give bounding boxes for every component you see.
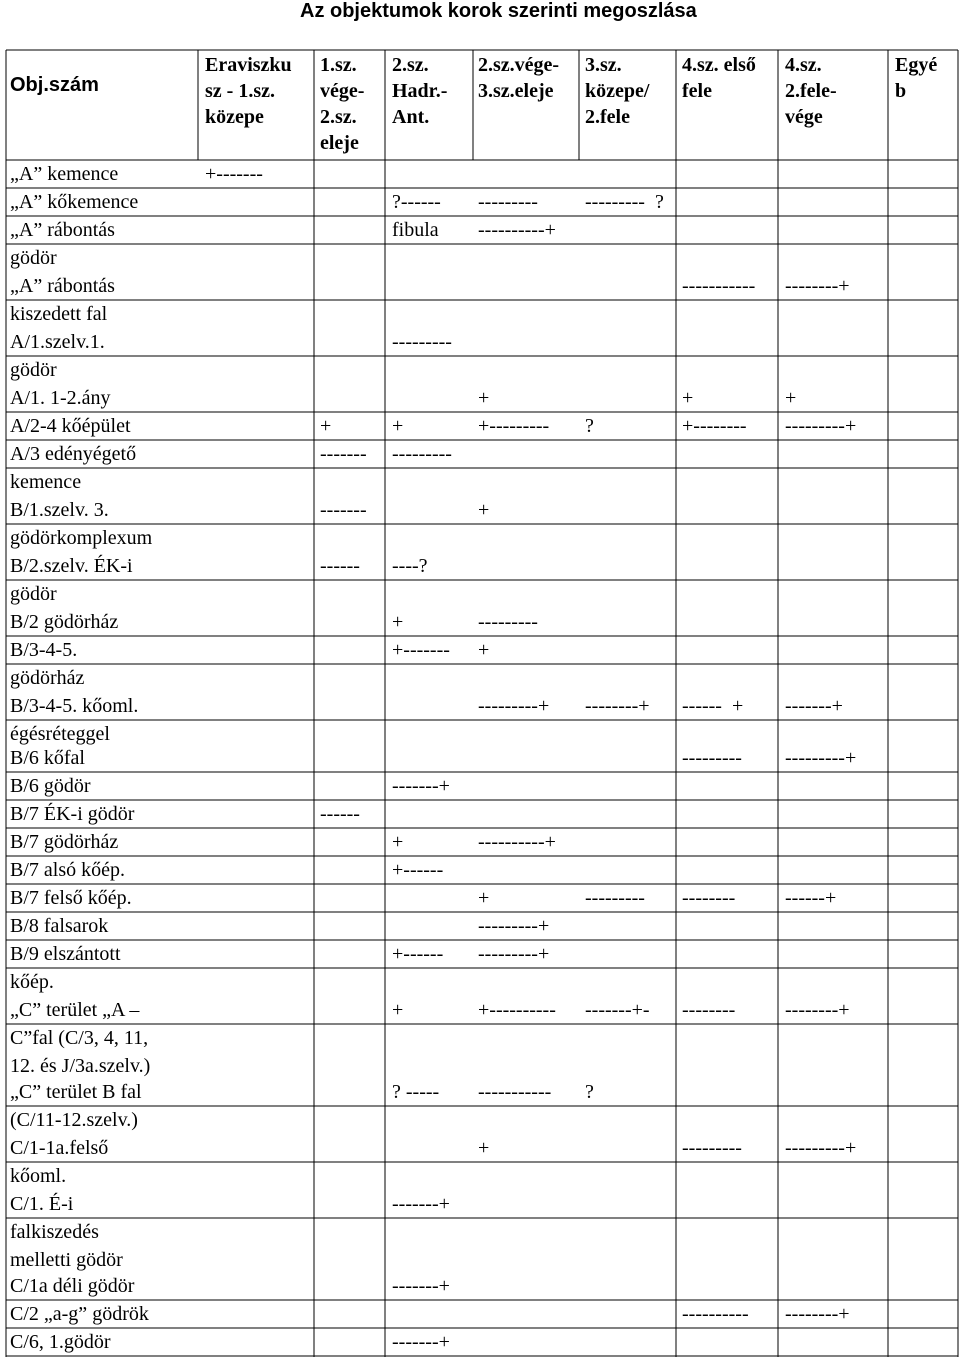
row-label: A/1.szelv.1. gödör — [10, 331, 105, 381]
period-mark: + — [392, 999, 404, 1021]
row-label: B/9 elszántott kőép. — [10, 943, 121, 993]
period-header-3: 2.sz. Hadr.- Ant. — [392, 54, 448, 128]
period-mark: -------+- — [585, 999, 650, 1021]
period-mark: ---------- — [682, 1303, 749, 1325]
period-header-4: 2.sz.vége- 3.sz.eleje — [478, 54, 560, 102]
period-mark: ------- — [320, 499, 367, 521]
period-header-8: Egyé b — [895, 54, 938, 102]
row-label: B/1.szelv. 3. gödörkomplexum — [10, 499, 153, 549]
period-mark: ---------+ — [478, 943, 550, 965]
page-title: Az objektumok korok szerinti megoszlása — [300, 0, 697, 22]
row-label: „A” rábontás gödör — [10, 219, 115, 269]
period-mark: --------- — [478, 191, 538, 213]
period-header-6: 4.sz. első fele — [682, 54, 756, 102]
period-mark: ---------+ — [785, 415, 857, 437]
period-header-2: 1.sz. vége- 2.sz. eleje — [320, 54, 365, 154]
row-label: „C” terület B fal (C/11-12.szelv.) — [10, 1081, 142, 1131]
row-label: C/1a déli gödör — [10, 1275, 135, 1297]
period-mark: -------+ — [785, 695, 843, 717]
period-mark: --------- — [585, 887, 645, 909]
period-mark: ---------+ — [478, 695, 550, 717]
row-label: „A” kemence — [10, 163, 119, 185]
period-header-1: Eraviszku sz - 1.sz. közepe — [205, 54, 292, 128]
row-label: „C” terület „A – C”fal (C/3, 4, 11, 12. és J/3a.szelv.) — [10, 999, 151, 1077]
period-mark: --------- — [682, 1137, 742, 1159]
row-label: B/7 felső kőép. — [10, 887, 132, 909]
period-mark: --------+ — [785, 275, 850, 297]
period-mark: ------- — [320, 443, 367, 465]
period-mark: fibula — [392, 219, 439, 241]
period-mark: ? ----- — [392, 1081, 440, 1103]
period-mark: + — [478, 887, 490, 909]
period-mark: + — [392, 611, 404, 633]
period-mark: --------- ? — [585, 191, 664, 213]
row-label: B/7 gödörház — [10, 831, 119, 853]
period-mark: ----------- — [478, 1081, 552, 1103]
period-mark: + — [682, 387, 694, 409]
row-label: C/1-1a.felső kőoml. — [10, 1137, 109, 1187]
period-mark: -------- — [682, 999, 736, 1021]
period-mark: +--------- — [478, 415, 550, 437]
row-label: B/2.szelv. ÉK-i gödör — [10, 555, 133, 605]
row-label: A/3 edényégető kemence — [10, 443, 137, 493]
period-mark: +------- — [392, 639, 450, 661]
period-mark: --------- — [478, 611, 538, 633]
period-mark: ? — [585, 1081, 594, 1103]
row-label: A/2-4 kőépület — [10, 415, 131, 437]
period-mark: +------ — [392, 943, 444, 965]
row-label: „A” rábontás kiszedett fal — [10, 275, 115, 325]
period-mark: + — [478, 639, 490, 661]
period-mark: + — [320, 415, 332, 437]
row-label: B/6 gödör — [10, 775, 91, 797]
period-mark: ------ — [320, 803, 360, 825]
row-label: C/6, 1.gödör — [10, 1331, 111, 1353]
period-mark: + — [478, 499, 490, 521]
row-label: B/8 falsarok — [10, 915, 109, 937]
row-label: B/6 kőfal — [10, 747, 85, 769]
period-mark: + — [392, 831, 404, 853]
obj-szam-header: Obj.szám — [10, 74, 99, 96]
period-mark: ?------ — [392, 191, 441, 213]
period-mark: -------- — [682, 887, 736, 909]
period-mark: -------+ — [392, 1331, 450, 1353]
period-mark: -------+ — [392, 775, 450, 797]
row-label: B/7 ÉK-i gödör — [10, 803, 135, 825]
period-mark: ------ + — [682, 695, 744, 717]
period-header-7: 4.sz. 2.fele- vége — [785, 54, 837, 128]
period-mark: +------ — [392, 859, 444, 881]
row-label: A/1. 1-2.ány — [10, 387, 111, 409]
row-label: B/7 alsó kőép. — [10, 859, 125, 881]
period-mark: +------- — [205, 163, 263, 185]
period-mark: ----------+ — [478, 219, 556, 241]
row-label: „A” kőkemence — [10, 191, 139, 213]
period-mark: +---------- — [478, 999, 556, 1021]
period-mark: --------- — [392, 443, 452, 465]
period-mark: --------+ — [785, 999, 850, 1021]
period-mark: ----------- — [682, 275, 756, 297]
period-mark: ----? — [392, 555, 428, 577]
period-mark: ? — [585, 415, 594, 437]
row-label: C/1. É-i falkiszedés melletti gödör — [10, 1193, 123, 1271]
period-mark: + — [478, 387, 490, 409]
period-mark: ---------+ — [785, 747, 857, 769]
period-header-5: 3.sz. közepe/ 2.fele — [585, 54, 650, 128]
period-mark: +-------- — [682, 415, 747, 437]
period-mark: ------+ — [785, 887, 837, 909]
period-mark: ------ — [320, 555, 360, 577]
period-mark: + — [785, 387, 797, 409]
period-mark: + — [392, 415, 404, 437]
row-label: B/3-4-5. gödörház — [10, 639, 85, 689]
period-mark: ---------+ — [785, 1137, 857, 1159]
period-mark: + — [478, 1137, 490, 1159]
row-label: B/2 gödörház — [10, 611, 119, 633]
period-mark: ----------+ — [478, 831, 556, 853]
period-mark: -------+ — [392, 1275, 450, 1297]
row-label: B/3-4-5. kőoml. égésréteggel — [10, 695, 139, 745]
period-mark: --------+ — [785, 1303, 850, 1325]
period-mark: -------+ — [392, 1193, 450, 1215]
period-mark: --------+ — [585, 695, 650, 717]
period-mark: ---------+ — [478, 915, 550, 937]
period-mark: --------- — [682, 747, 742, 769]
row-label: C/2 „a-g” gödrök — [10, 1303, 149, 1325]
period-mark: --------- — [392, 331, 452, 353]
